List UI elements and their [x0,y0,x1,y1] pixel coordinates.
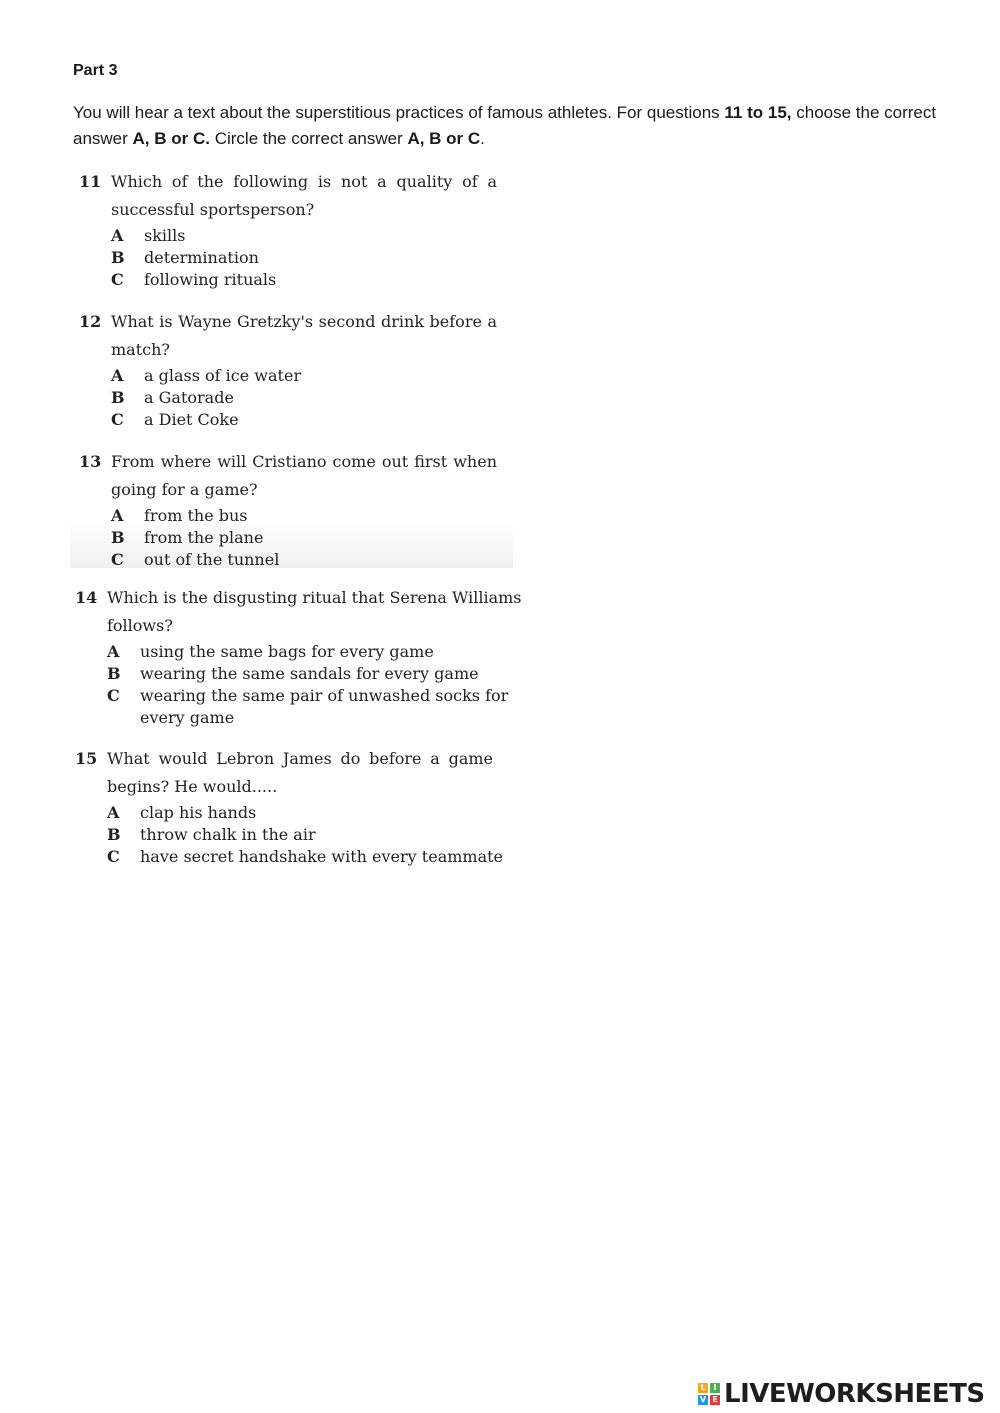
option-letter: A [107,642,120,661]
instructions-bold-2: A, B or C. [132,129,210,148]
option-letter: C [111,410,124,429]
option-text: wearing the same pair of unwashed socks for [140,686,509,705]
option-letter: B [107,825,121,844]
option-text: using the same bags for every game [140,642,434,661]
option-text: determination [144,248,259,267]
option-c[interactable] [79,270,499,292]
question-line [79,340,499,366]
option-a[interactable] [79,226,499,248]
question-line [79,452,499,478]
option-text: wearing the same sandals for every game [140,664,479,683]
question-13 [79,452,499,572]
option-text: following rituals [144,270,277,289]
question-line [75,616,500,642]
instructions [73,100,943,152]
question-11 [79,172,499,292]
option-text: a Diet Coke [144,410,239,429]
option-letter: B [111,528,125,547]
option-letter: B [111,388,125,407]
question-number: 15 [75,749,98,768]
question-text: Which is the disgusting ritual that Serena Williams [107,588,522,607]
question-line [79,200,499,226]
logo-cell-l: L [698,1383,708,1393]
option-b[interactable] [79,388,499,410]
question-text-cont: successful sportsperson? [111,200,315,219]
option-c[interactable] [75,847,504,869]
instructions-bold-1: 11 to 15, [724,103,792,122]
option-c[interactable] [79,410,499,432]
logo-cell-i: I [710,1383,720,1393]
question-text-cont: begins? He would..... [107,777,278,796]
liveworksheets-wordmark: LIVEWORKSHEETS [724,1379,985,1409]
option-letter: A [107,803,120,822]
option-letter: C [111,270,124,289]
option-text: throw chalk in the air [140,825,316,844]
option-a[interactable] [79,366,499,388]
question-line [79,480,499,506]
instructions-text-3: Circle the correct answer [209,129,408,148]
instructions-bold-3: A, B or C [407,129,481,148]
option-b[interactable] [79,528,499,550]
option-letter: A [111,366,124,385]
question-14 [75,588,522,730]
option-letter: C [107,686,120,705]
question-text-cont: follows? [107,616,173,635]
option-letter: C [111,550,124,569]
option-letter: B [111,248,125,267]
liveworksheets-logo [698,1379,985,1409]
option-letter: B [107,664,121,683]
option-text: from the bus [144,506,248,525]
question-number: 12 [79,312,102,331]
option-text: from the plane [144,528,264,547]
option-letter: C [107,847,120,866]
logo-cell-e: E [710,1395,720,1405]
question-15 [75,749,504,869]
question-12 [79,312,499,432]
question-text: Which of the following is not a quality of a [111,172,497,191]
option-text: skills [144,226,186,245]
question-line [79,172,499,198]
instructions-text-4: . [480,129,485,148]
question-text: What is Wayne Gretzky's second drink before a [111,312,497,331]
question-line [79,312,499,338]
option-text: a Gatorade [144,388,234,407]
instructions-text-2: choose the correct answer [73,103,937,148]
option-c[interactable] [75,686,509,708]
question-line [75,588,522,614]
question-number: 11 [79,172,102,191]
logo-cell-v: V [699,1395,707,1404]
part-title: Part 3 [73,62,118,79]
question-line [75,749,500,775]
question-number: 14 [75,588,98,607]
option-a[interactable] [75,803,500,825]
option-c[interactable] [79,550,499,572]
option-b[interactable] [75,825,500,847]
option-text: a glass of ice water [144,366,302,385]
option-text: clap his hands [140,803,257,822]
option-letter: A [111,226,124,245]
option-b[interactable] [79,248,499,270]
option-text: out of the tunnel [144,550,280,569]
question-text: From where will Cristiano come out first when [111,452,497,471]
question-line [75,777,500,803]
option-c-cont [75,708,500,730]
question-text-cont: match? [111,340,170,359]
option-text: have secret handshake with every teammate [140,847,504,866]
option-a[interactable] [75,642,500,664]
question-number: 13 [79,452,102,471]
option-text-cont: every game [140,708,235,727]
option-letter: A [111,506,124,525]
question-text-cont: going for a game? [111,480,258,499]
question-text: What would Lebron James do before a game [107,749,493,768]
liveworksheets-logo-icon [698,1383,720,1405]
option-b[interactable] [75,664,500,686]
option-a[interactable] [79,506,499,528]
instructions-text-1: You will hear a text about the superstitious practices of famous athletes. For questions [73,103,725,122]
